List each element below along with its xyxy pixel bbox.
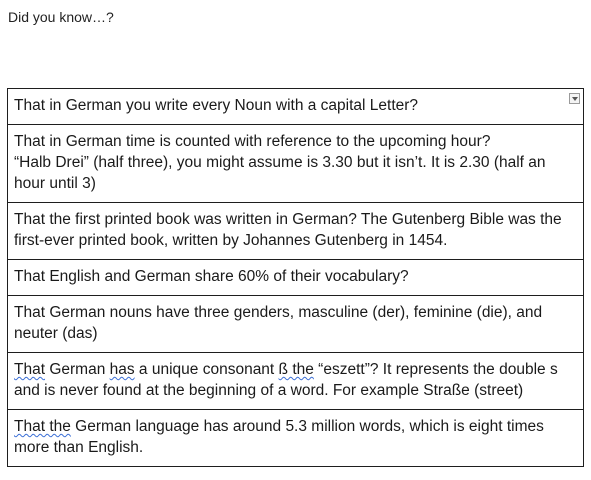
table-row [8,353,584,410]
spellcheck-word[interactable]: ß the [278,361,314,378]
fact-cell-5[interactable] [8,296,584,353]
fact-text: That in German you write every Noun with a capital Letter? [14,97,419,114]
table-row [8,89,584,125]
fact-text: That English and German share 60% of their vocabulary? [14,268,409,285]
fact-text: That German nouns have three genders, masculine (der), feminine (die), and neuter (das) [14,304,543,342]
table-row [8,203,584,260]
spellcheck-word[interactable]: That the [14,418,71,435]
fact-cell-1[interactable] [8,89,584,125]
fact-cell-3[interactable] [8,203,584,260]
fact-cell-6[interactable] [8,353,584,410]
fact-text: That the first printed book was written in German? The Gutenberg Bible was the first-ever printed book, written by Johannes Gutenberg in 1454. [14,211,562,249]
fact-text-part: a unique consonant [134,361,279,378]
fact-text-part: German [45,361,110,378]
fact-text-part: “eszett”? It represents the double s and is never found at the beginning of a word. For example Straße (street) [14,361,558,399]
table-row [8,260,584,296]
page-heading: Did you know…? [8,9,114,25]
dropdown-arrow-icon[interactable] [569,93,580,104]
spellcheck-word[interactable]: has [109,361,135,378]
fact-cell-2[interactable] [8,125,584,203]
table-row [8,125,584,203]
fact-text-line-2: “Halb Drei” (half three), you might assume is 3.30 but it isn’t. It is 2.30 (half an hour until 3) [14,154,546,192]
fact-cell-7[interactable] [8,410,584,467]
table-row [8,296,584,353]
table-row [8,410,584,467]
fact-text-part: German language has around 5.3 million words, which is eight times more than English. [14,418,544,456]
facts-table [7,88,584,467]
spellcheck-word[interactable]: That [14,361,46,378]
fact-text-line-1: That in German time is counted with reference to the upcoming hour? [14,133,491,150]
fact-cell-4[interactable] [8,260,584,296]
